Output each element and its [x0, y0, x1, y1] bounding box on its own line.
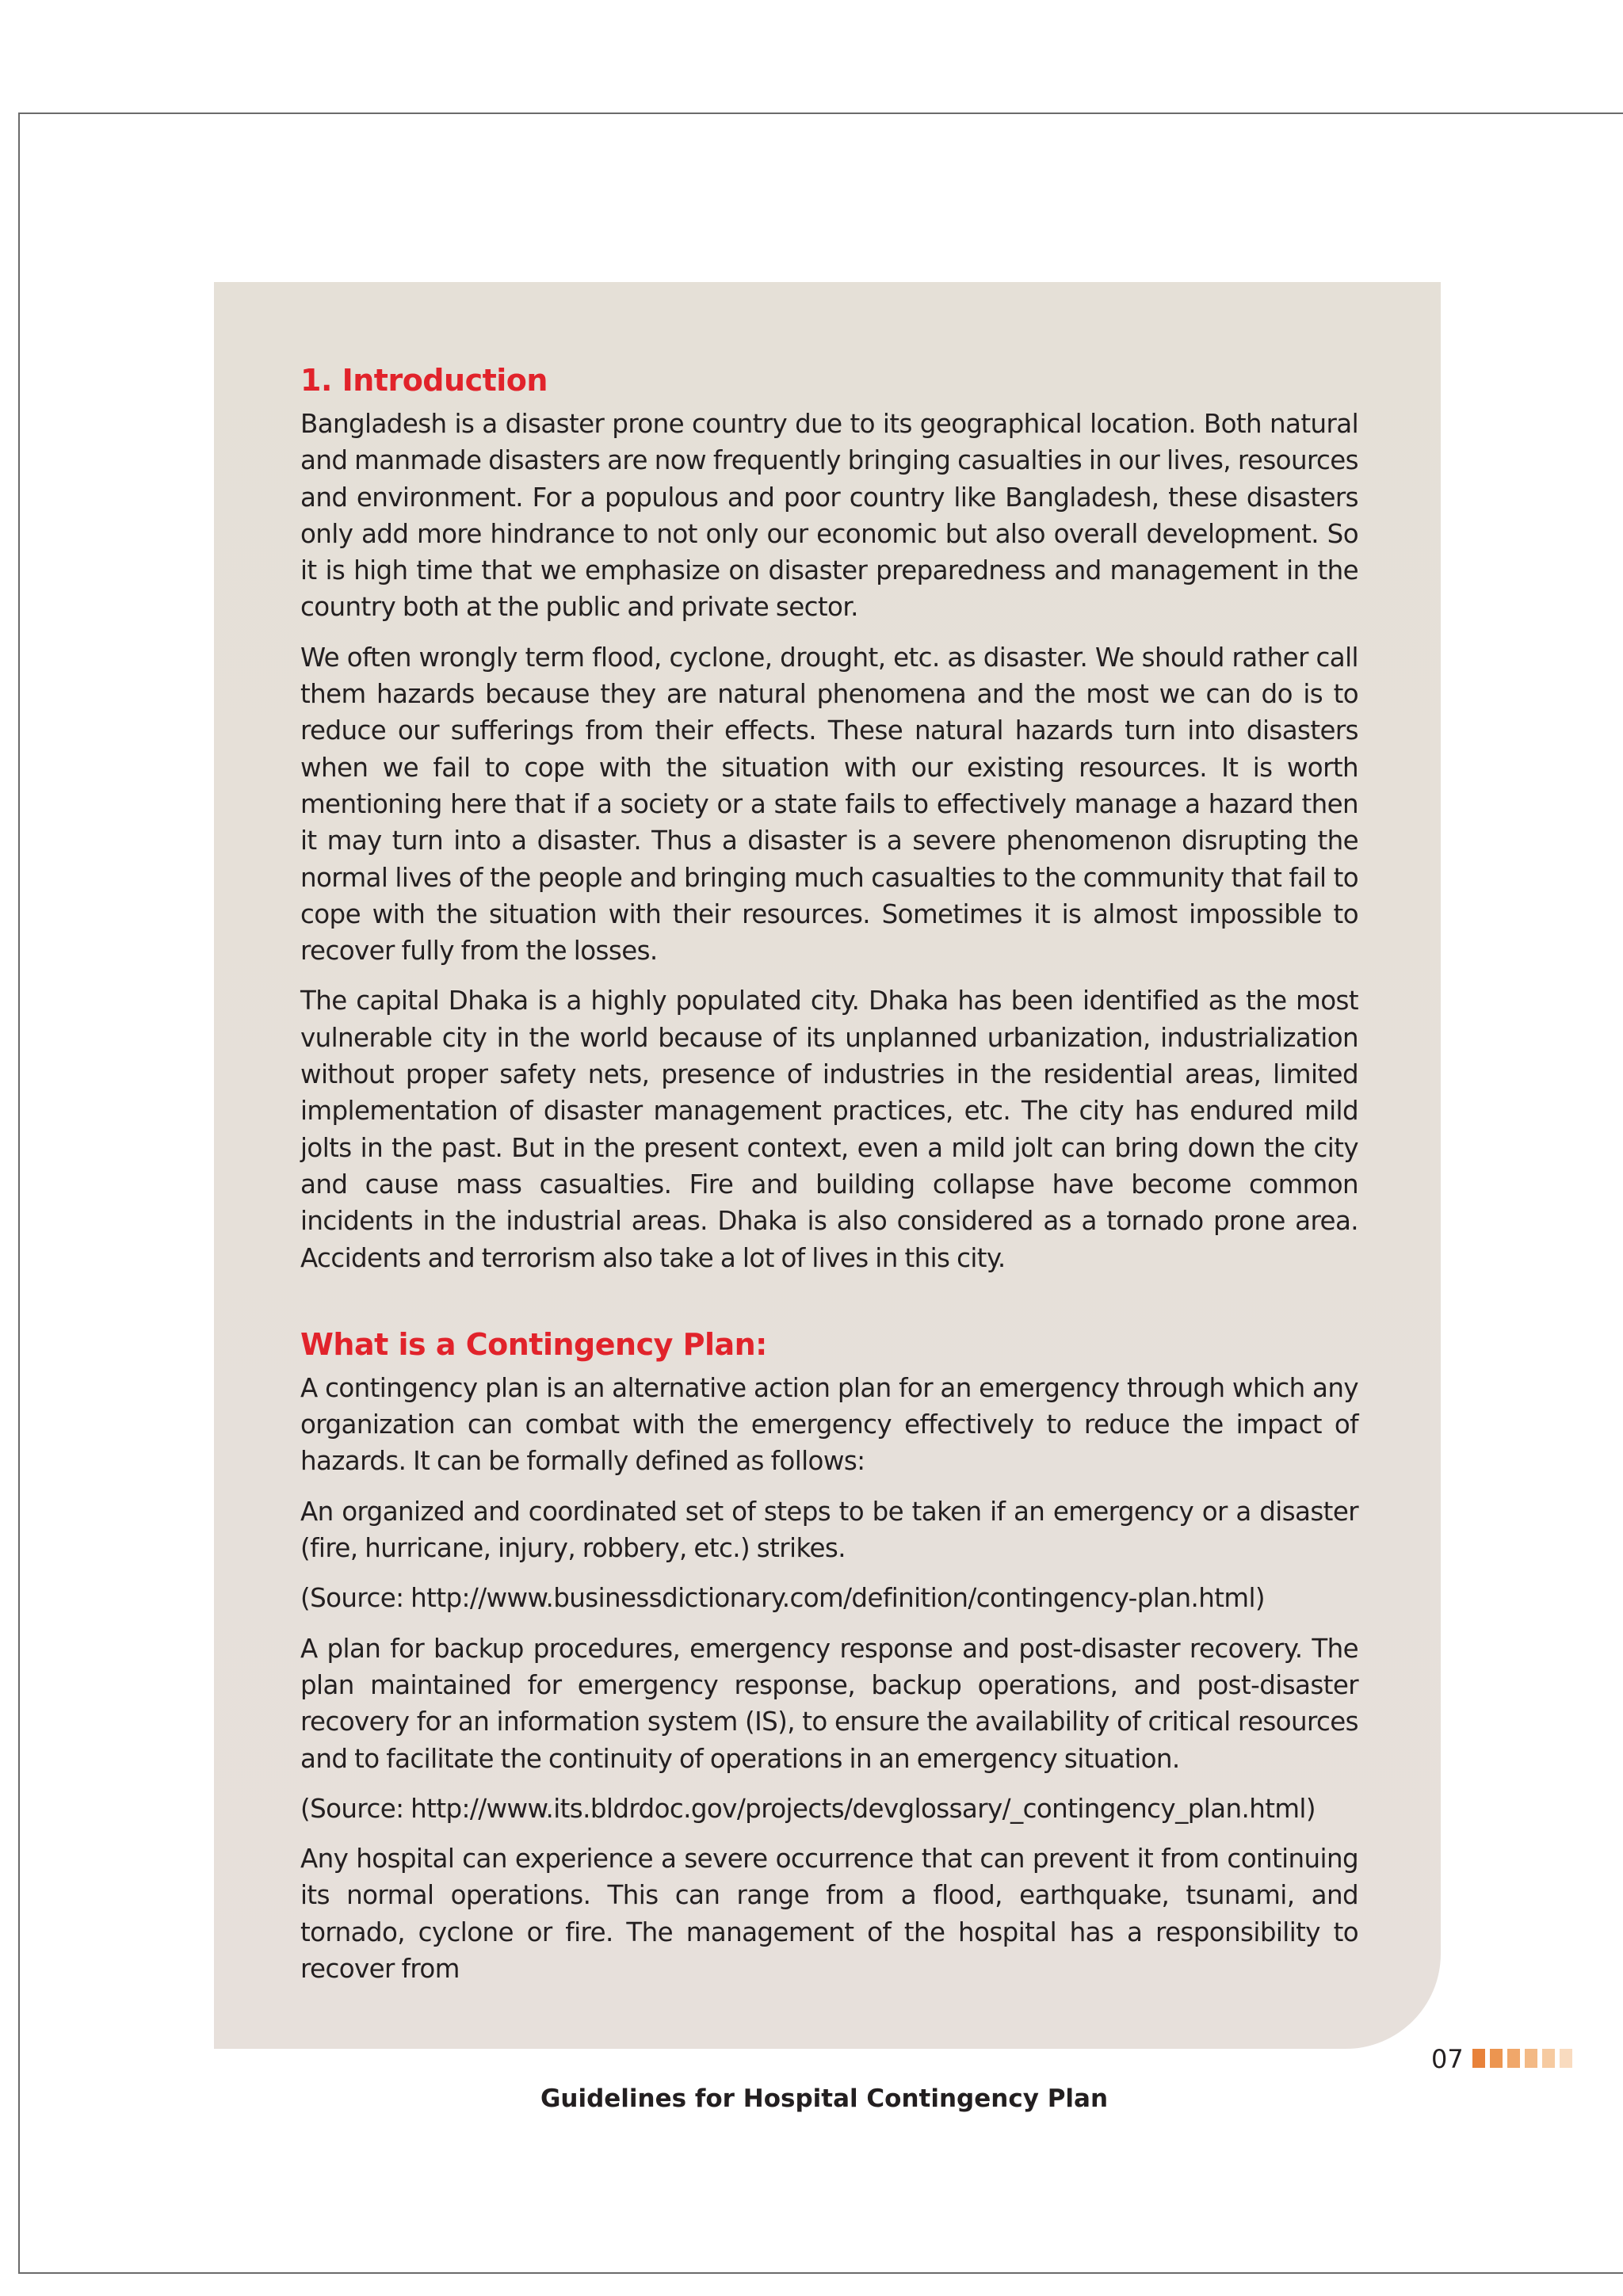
decoration-bar — [1490, 2049, 1503, 2068]
page-number-decoration — [1472, 2049, 1572, 2068]
decoration-bar — [1472, 2049, 1485, 2068]
decoration-bar — [1507, 2049, 1520, 2068]
contingency-source-2: (Source: http://www.its.bldrdoc.gov/projects/devglossary/_contingency_plan.html) — [300, 1793, 1316, 1824]
contingency-closing-paragraph: Any hospital can experience a severe occurrence that can prevent it from continuing its normal operations. This can range from a flood, earthquake, tsunami, and tornado, cyclone or fire. The management of the hospital has a responsibility to recover from — [300, 1844, 1358, 1984]
contingency-definition-1: An organized and coordinated set of steps to be taken if an emergency or a disaster (fire, hurricane, injury, robbery, etc.) strikes. — [300, 1496, 1358, 1564]
contingency-definition-2: A plan for backup procedures, emergency response and post-disaster recovery. The plan maintained for emergency response, backup operations, and post-disaster recovery for an information system (IS), to ensure the availability of critical resources and to facilitate the continuity of operations in an emergency situation. — [300, 1633, 1358, 1774]
document-footer-title: Guidelines for Hospital Contingency Plan — [540, 2084, 1109, 2113]
section-heading-introduction: 1. Introduction — [300, 363, 548, 398]
decoration-bar — [1560, 2049, 1572, 2068]
decoration-bar — [1525, 2049, 1537, 2068]
intro-paragraph-1: Bangladesh is a disaster prone country due to its geographical location. Both natural and manmade disasters are now frequently bringing casualties in our lives, resources and environment. For a populous and poor country like Bangladesh, these disasters only add more hindrance to not only our economic but also overall development. So it is high time that we emphasize on disaster preparedness and management in the country both at the public and private sector. — [300, 409, 1358, 623]
document-body — [300, 358, 1358, 2000]
intro-paragraph-2: We often wrongly term flood, cyclone, drought, etc. as disaster. We should rather call them hazards because they are natural phenomena and the most we can do is to reduce our sufferings from their effects. These natural hazards turn into disasters when we fail to cope with the situation with our existing resources. It is worth mentioning here that if a society or a state fails to effectively manage a hazard then it may turn into a disaster. Thus a disaster is a severe phenomenon disrupting the normal lives of the people and bringing much casualties to the community that fail to cope with the situation with their resources. Sometimes it is almost impossible to recover fully from the losses. — [300, 642, 1358, 967]
decoration-bar — [1542, 2049, 1555, 2068]
intro-paragraph-3: The capital Dhaka is a highly populated city. Dhaka has been identified as the most vulnerable city in the world because of its unplanned urbanization, industrialization without proper safety nets, presence of industries in the residential areas, limited implementation of disaster management practices, etc. The city has endured mild jolts in the past. But in the present context, even a mild jolt can bring down the city and cause mass casualties. Fire and building collapse have become common incidents in the industrial areas. Dhaka is also considered as a tornado prone area. Accidents and terrorism also take a lot of lives in this city. — [300, 986, 1358, 1273]
contingency-source-1: (Source: http://www.businessdictionary.com/definition/contingency-plan.html) — [300, 1583, 1265, 1614]
section-heading-contingency-plan: What is a Contingency Plan: — [300, 1326, 767, 1362]
page-number: 07 — [1431, 2044, 1464, 2074]
contingency-intro-paragraph: A contingency plan is an alternative action plan for an emergency through which any organization can combat with the emergency effectively to reduce the impact of hazards. It can be formally defined as follows: — [300, 1372, 1358, 1477]
